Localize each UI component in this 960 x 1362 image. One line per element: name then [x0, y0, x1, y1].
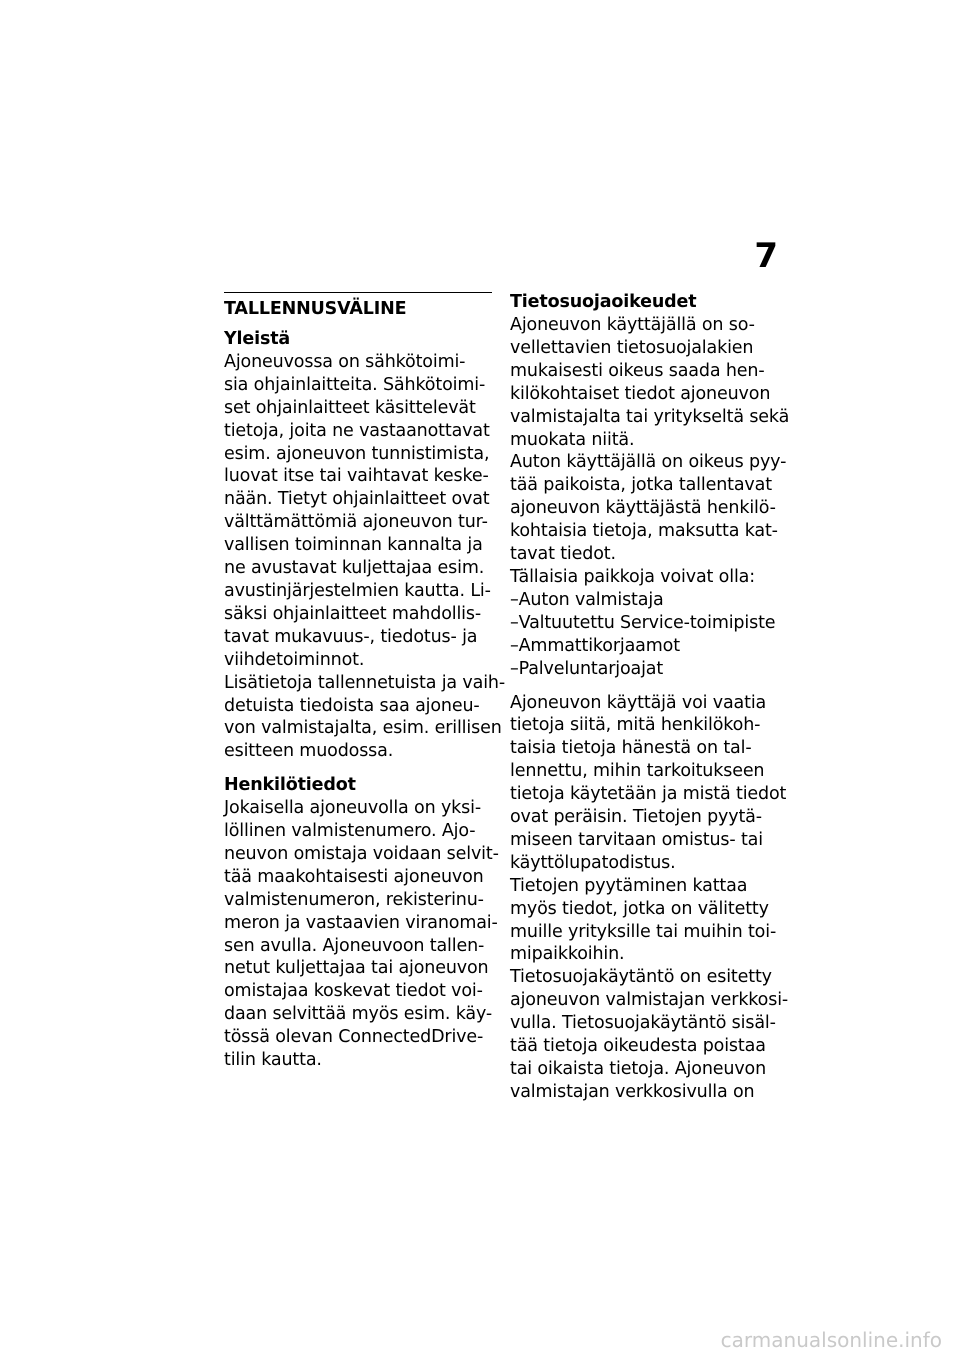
- text-line: Jokaisella ajoneuvolla on yksi-: [224, 798, 481, 819]
- section-rule: [224, 292, 492, 293]
- text-line: mipaikkoihin.: [510, 944, 625, 965]
- privacy-rights-heading: Tietosuojaoikeudet: [510, 292, 697, 312]
- text-line: ne avustavat kuljettajaa esim.: [224, 558, 485, 579]
- text-line: tietoja, joita ne vastaanottavat: [224, 420, 490, 441]
- text-line: tää tietoja oikeudesta poistaa: [510, 1036, 766, 1057]
- text-line: tavat tiedot.: [510, 544, 616, 565]
- text-line: Tietojen pyytäminen kattaa: [510, 875, 748, 896]
- text-line: valmistajan verkkosivulla on: [510, 1081, 755, 1102]
- text-line: daan selvittää myös esim. käy-: [224, 1004, 493, 1025]
- text-line: tietoja käytetään ja mistä tiedot: [510, 784, 787, 805]
- text-line: avustinjärjestelmien kautta. Li-: [224, 580, 491, 601]
- text-line: tilin kautta.: [224, 1050, 322, 1071]
- text-line: tössä olevan ConnectedDrive-: [224, 1027, 484, 1048]
- text-line: Ajoneuvon käyttäjällä on so-: [510, 315, 755, 335]
- text-line: –Valtuutettu Service-toimipiste: [510, 612, 776, 633]
- text-line: lennettu, mihin tarkoitukseen: [510, 761, 765, 782]
- text-line: käyttölupatodistus.: [510, 852, 676, 873]
- text-line: Ajoneuvossa on sähkötoimi-: [224, 351, 466, 372]
- text-line: myös tiedot, jotka on välitetty: [510, 898, 769, 919]
- text-line: tää maakohtaisesti ajoneuvon: [224, 866, 484, 887]
- text-line: sia ohjainlaitteita. Sähkötoimi-: [224, 374, 486, 395]
- text-line: tää paikoista, jotka tallentavat: [510, 475, 772, 496]
- text-line: von valmistajalta, esim. erillisen: [224, 718, 502, 739]
- text-line: sen avulla. Ajoneuvoon tallen-: [224, 935, 485, 956]
- text-line: omistajaa koskevat tiedot voi-: [224, 981, 483, 1002]
- text-line: muokata niitä.: [510, 429, 635, 450]
- text-line: esim. ajoneuvon tunnistimista,: [224, 443, 490, 464]
- text-line: ajoneuvon valmistajan verkkosi-: [510, 990, 789, 1011]
- text-line: tavat mukavuus-, tiedotus- ja: [224, 626, 478, 647]
- text-line: valmistajalta tai yritykseltä sekä: [510, 406, 790, 427]
- text-line: kilökohtaiset tiedot ajoneuvon: [510, 383, 771, 404]
- section-title: TALLENNUSVÄLINE: [224, 299, 407, 319]
- text-line: luovat itse tai vaihtavat keske-: [224, 466, 489, 487]
- text-line: –Ammattikorjaamot: [510, 635, 680, 656]
- text-line: tietoja siitä, mitä henkilökoh-: [510, 715, 761, 736]
- privacy-paragraph-1: [510, 314, 790, 681]
- text-line: vallisen toiminnan kannalta ja: [224, 535, 483, 556]
- text-line: esitteen muodossa.: [224, 741, 394, 762]
- text-line: meron ja vastaavien viranomai-: [224, 912, 498, 933]
- text-line: vulla. Tietosuojakäytäntö sisäl-: [510, 1013, 776, 1034]
- watermark-text: carmanualsonline.info: [720, 1328, 942, 1352]
- text-line: viihdetoiminnot.: [224, 649, 365, 670]
- text-line: säksi ohjainlaitteet mahdollis-: [224, 603, 482, 624]
- general-paragraph: [224, 351, 506, 763]
- text-line: mukaisesti oikeus saada hen-: [510, 360, 765, 381]
- text-line: set ohjainlaitteet käsittelevät: [224, 397, 476, 418]
- text-line: taisia tietoja hänestä on tal-: [510, 738, 752, 759]
- text-line: neuvon omistaja voidaan selvit-: [224, 843, 499, 864]
- text-line: –Palveluntarjoajat: [510, 658, 664, 679]
- text-line: ovat peräisin. Tietojen pyytä-: [510, 807, 762, 828]
- text-line: detuista tiedoista saa ajoneu-: [224, 695, 480, 716]
- text-line: Tällaisia paikkoja voivat olla:: [510, 566, 755, 587]
- text-line: Lisätietoja tallennetuista ja vaih-: [224, 672, 506, 693]
- general-heading: Yleistä: [224, 329, 291, 349]
- text-line: miseen tarvitaan omistus- tai: [510, 829, 763, 850]
- right-column: [510, 292, 790, 1104]
- text-line: muille yrityksille tai muihin toi-: [510, 921, 777, 942]
- text-line: ajoneuvon käyttäjästä henkilö-: [510, 498, 776, 519]
- text-line: välttämättömiä ajoneuvon tur-: [224, 512, 488, 533]
- text-line: –Auton valmistaja: [510, 589, 664, 610]
- personal-data-heading: Henkilötiedot: [224, 775, 356, 796]
- text-line: Ajoneuvon käyttäjä voi vaatia: [510, 692, 767, 713]
- text-line: Tietosuojakäytäntö on esitetty: [510, 967, 772, 988]
- privacy-paragraph-2: [510, 692, 789, 1104]
- text-line: löllinen valmistenumero. Ajo-: [224, 821, 476, 842]
- personal-data-paragraph: [224, 797, 499, 1072]
- text-line: kohtaisia tietoja, maksutta kat-: [510, 521, 778, 542]
- text-line: valmistenumeron, rekisterinu-: [224, 889, 484, 910]
- text-line: Auton käyttäjällä on oikeus pyy-: [510, 452, 787, 473]
- text-line: netut kuljettajaa tai ajoneuvon: [224, 958, 489, 979]
- text-line: nään. Tietyt ohjainlaitteet ovat: [224, 489, 490, 510]
- text-line: vellettavien tietosuojalakien: [510, 337, 754, 358]
- text-line: tai oikaista tietoja. Ajoneuvon: [510, 1059, 767, 1079]
- page-number: 7: [754, 236, 778, 276]
- left-column: [224, 292, 506, 1072]
